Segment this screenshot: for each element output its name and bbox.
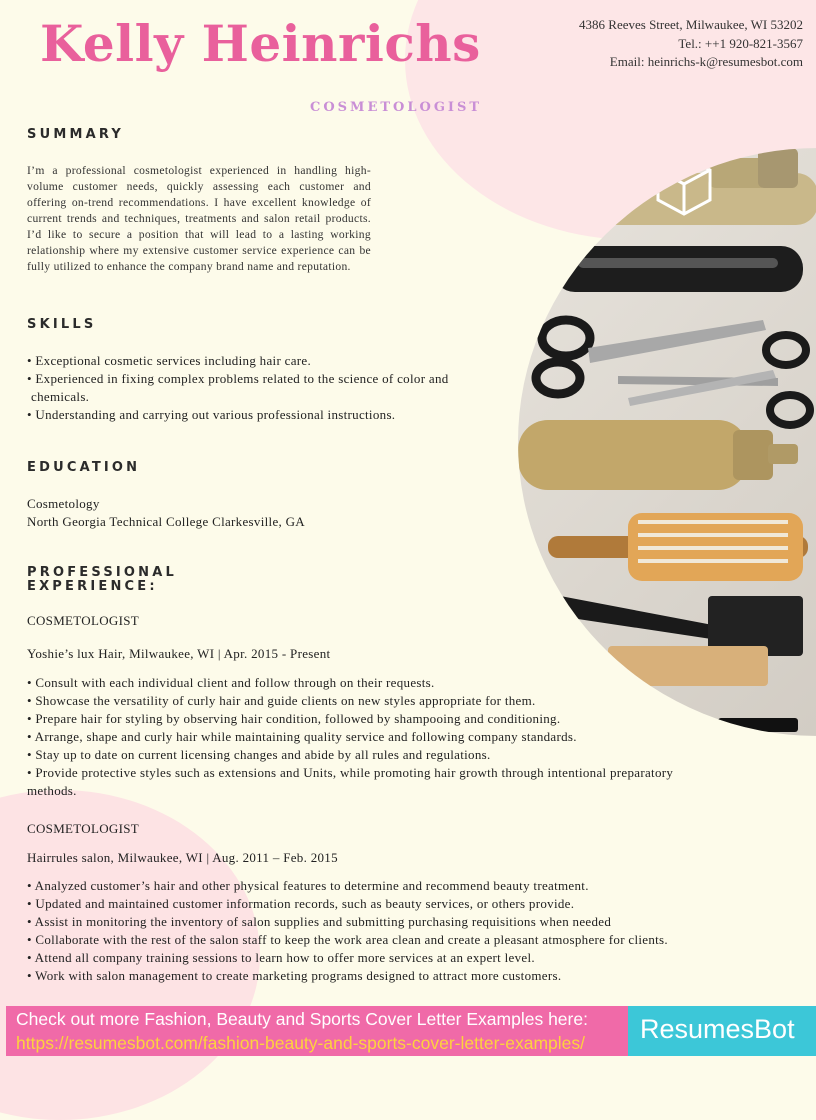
- list-item: • Stay up to date on current licensing changes and abide by all rules and regulations.: [27, 747, 491, 762]
- brand-name: ResumesBot: [640, 1014, 795, 1044]
- contact-info: [579, 16, 803, 72]
- list-item: • Understanding and carrying out various professional instructions.: [27, 407, 396, 422]
- summary-text: I’m a professional cosmetologist experienced in handling high-volume customer needs, quickly assessing each customer and offering on-trend recommendations. I have excellent knowledge of current trends and techniques, treatments and salon retail products. I’d like to secure a position that will lead to a lasting working relationship where my extensive customer service experience can be fully utilized to enhance the company brand name and reputation.: [27, 164, 371, 273]
- brand-logo[interactable]: [628, 1006, 816, 1056]
- job-2-title: COSMETOLOGIST: [27, 821, 140, 836]
- list-item: • Analyzed customer’s hair and other physical features to determine and recommend beauty treatment.: [27, 878, 589, 893]
- list-item: • Assist in monitoring the inventory of salon supplies and submitting purchasing requisitions when needed: [27, 914, 612, 929]
- list-item: • Prepare hair for styling by observing hair condition, followed by shampooing and conditioning.: [27, 711, 561, 726]
- job-1-title: COSMETOLOGIST: [27, 613, 140, 628]
- email: Email: heinrichs-k@resumesbot.com: [609, 54, 803, 69]
- list-item: methods.: [27, 783, 77, 798]
- skills-heading: SKILLS: [27, 317, 97, 332]
- phone: Tel.: ++1 920-821-3567: [678, 35, 803, 51]
- job-1-bullets: [27, 674, 787, 800]
- job-1-company: Yoshie’s lux Hair, Milwaukee, WI | Apr. 2015 - Present: [27, 646, 331, 661]
- hair-tools-photo: [518, 148, 816, 736]
- list-item: • Exceptional cosmetic services including hair care.: [27, 353, 312, 368]
- promo-link[interactable]: https://resumesbot.com/fashion-beauty-and-sports-cover-letter-examples/: [16, 1033, 585, 1053]
- education-school: North Georgia Technical College Clarkesville, GA: [27, 514, 305, 529]
- list-item: • Work with salon management to create marketing programs designed to attract more customers.: [27, 968, 562, 983]
- list-item: • Updated and maintained customer information records, such as beauty services, or others provide.: [27, 896, 575, 911]
- list-item: chemicals.: [31, 389, 90, 404]
- list-item: • Consult with each individual client and follow through on their requests.: [27, 675, 435, 690]
- education-degree: Cosmetology: [27, 496, 100, 511]
- experience-heading-line2: EXPERIENCE:: [27, 579, 158, 594]
- summary-heading: SUMMARY: [27, 127, 124, 142]
- list-item: • Experienced in fixing complex problems related to the science of color and: [27, 371, 449, 386]
- promo-text: Check out more Fashion, Beauty and Sports Cover Letter Examples here:: [16, 1009, 588, 1029]
- education-heading: EDUCATION: [27, 460, 141, 475]
- list-item: • Attend all company training sessions to learn how to offer more services at an expert level.: [27, 950, 535, 965]
- job-title: COSMETOLOGIST: [310, 100, 483, 115]
- experience-heading-line1: PROFESSIONAL: [27, 565, 178, 580]
- skills-list: [27, 352, 507, 424]
- job-2-company: Hairrules salon, Milwaukee, WI | Aug. 2011 – Feb. 2015: [27, 850, 338, 865]
- list-item: • Collaborate with the rest of the salon staff to keep the work area clean and create a pleasant atmosphere for clients.: [27, 932, 668, 947]
- list-item: • Showcase the versatility of curly hair and guide clients on new styles appropriate for them.: [27, 693, 536, 708]
- list-item: • Provide protective styles such as extensions and Units, while promoting hair growth through intentional preparatory: [27, 765, 674, 780]
- address: 4386 Reeves Street, Milwaukee, WI 53202: [579, 17, 803, 32]
- list-item: • Arrange, shape and curly hair while maintaining quality service and following company standards.: [27, 729, 577, 744]
- candidate-name: Kelly Heinrichs: [40, 14, 481, 73]
- job-2-bullets: [27, 877, 797, 985]
- promo-banner[interactable]: [6, 1006, 628, 1056]
